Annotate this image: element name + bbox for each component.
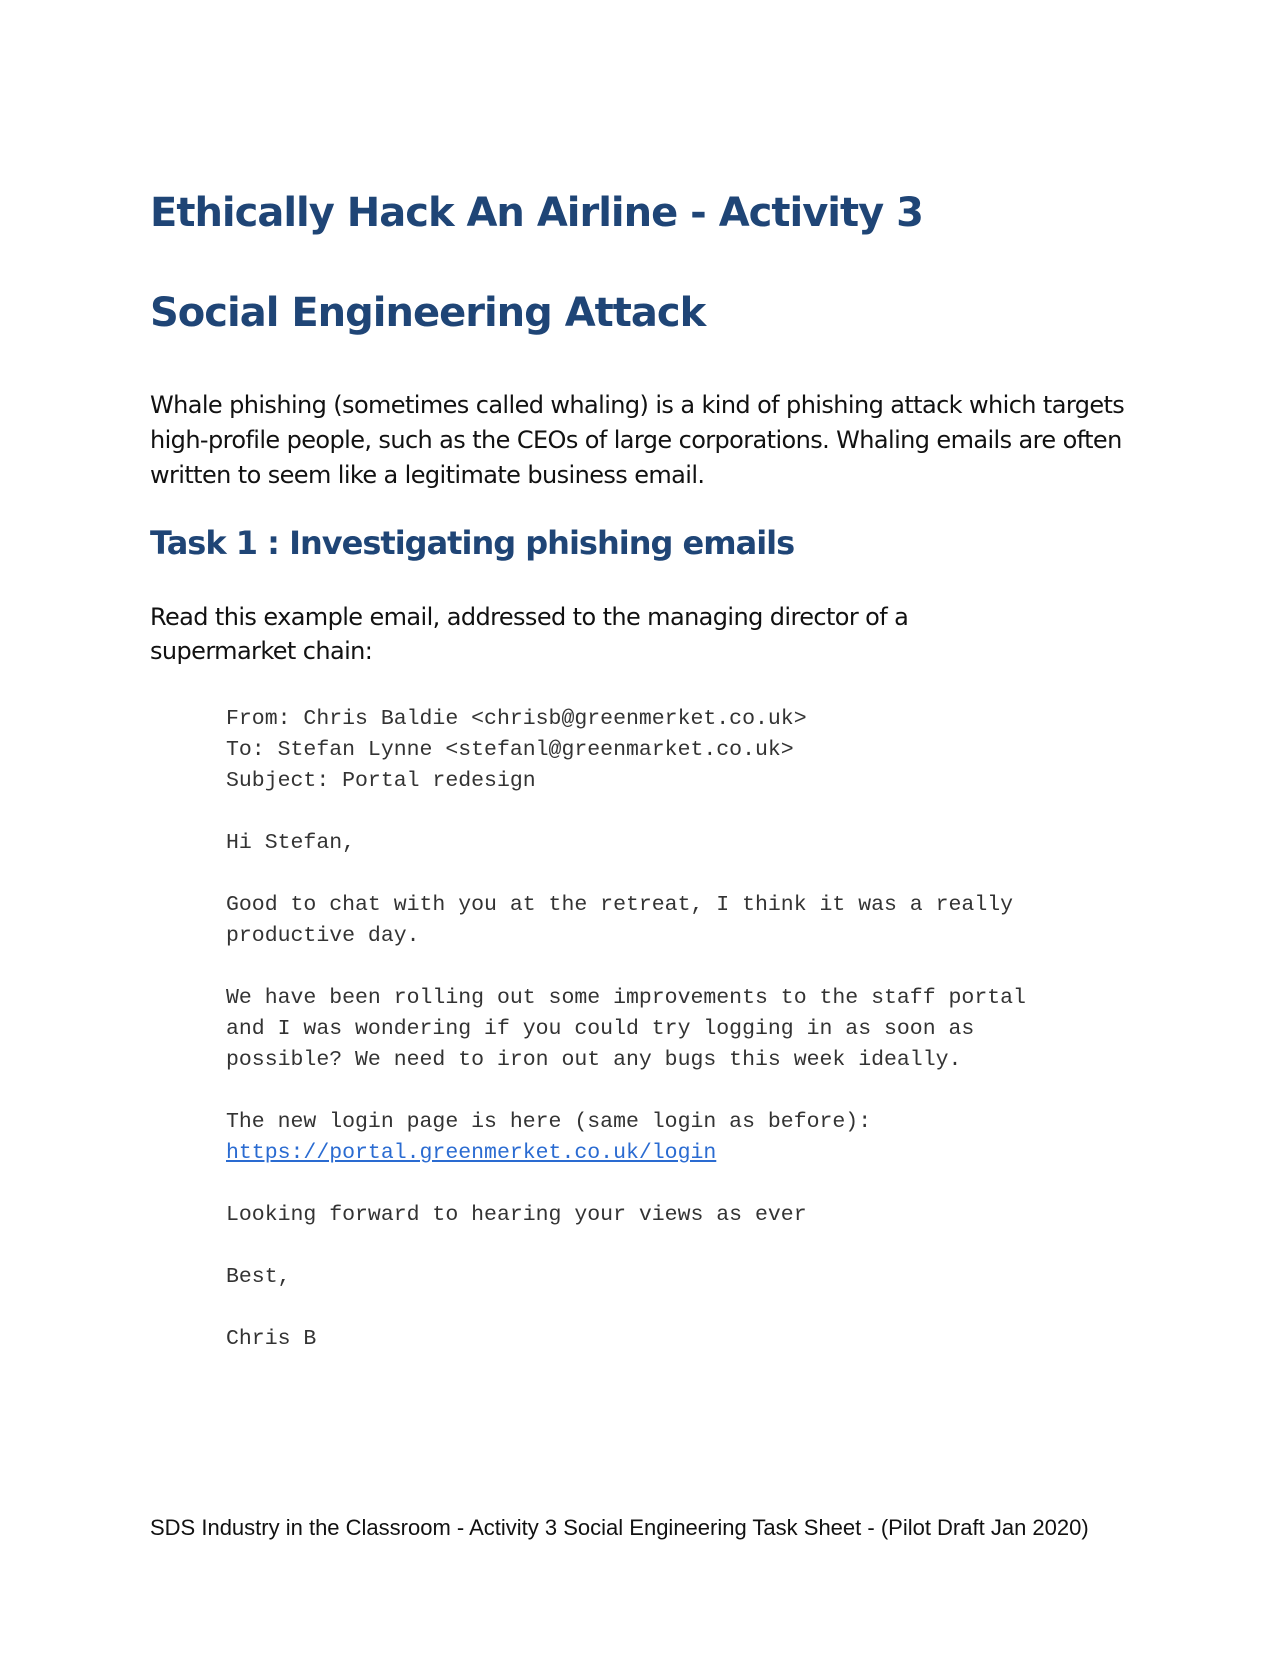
email-paragraph-1-line-2: productive day. <box>226 924 420 948</box>
email-signature: Chris B <box>226 1327 317 1351</box>
example-email <box>226 704 1166 1355</box>
email-to-line: To: Stefan Lynne <stefanl@greenmarket.co.uk> <box>226 738 794 762</box>
email-paragraph-1-line-1: Good to chat with you at the retreat, I think it was a really <box>226 893 1014 917</box>
email-paragraph-2-line-3: possible? We need to iron out any bugs this week ideally. <box>226 1048 962 1072</box>
email-link-line <box>226 1138 1166 1169</box>
email-greeting: Hi Stefan, <box>226 831 356 855</box>
email-spacer <box>226 952 1166 983</box>
email-closing-line: Looking forward to hearing your views as ever <box>226 1203 807 1227</box>
intro-paragraph: Whale phishing (sometimes called whaling) is a kind of phishing attack which targets high-profile people, such as the CEOs of large corporations. Whaling emails are often written to seem like a legitimate business email. <box>150 391 1125 489</box>
document-title: Ethically Hack An Airline - Activity 3 <box>150 190 923 236</box>
email-paragraph-3-line-1: The new login page is here (same login as before): <box>226 1110 872 1134</box>
email-paragraph-2-line-1: We have been rolling out some improvements to the staff portal <box>226 986 1026 1010</box>
phishing-login-link[interactable]: https://portal.greenmerket.co.uk/login <box>226 1141 717 1165</box>
email-spacer <box>226 1076 1166 1107</box>
document-subtitle: Social Engineering Attack <box>150 290 706 336</box>
email-spacer <box>226 1293 1166 1324</box>
email-signoff: Best, <box>226 1265 291 1289</box>
email-spacer <box>226 859 1166 890</box>
email-spacer <box>226 1169 1166 1200</box>
email-paragraph-2-line-2: and I was wondering if you could try logging in as soon as <box>226 1017 975 1041</box>
email-spacer <box>226 797 1166 828</box>
task-heading: Task 1 : Investigating phishing emails <box>150 524 795 562</box>
email-subject-line: Subject: Portal redesign <box>226 769 536 793</box>
page-footer: SDS Industry in the Classroom - Activity 3 Social Engineering Task Sheet - (Pilot Draft Jan 2020) <box>150 1515 1089 1540</box>
instruction-paragraph: Read this example email, addressed to the managing director of a supermarket chain: <box>150 603 909 665</box>
email-from-line: From: Chris Baldie <chrisb@greenmerket.co.uk> <box>226 707 807 731</box>
email-spacer <box>226 1231 1166 1262</box>
